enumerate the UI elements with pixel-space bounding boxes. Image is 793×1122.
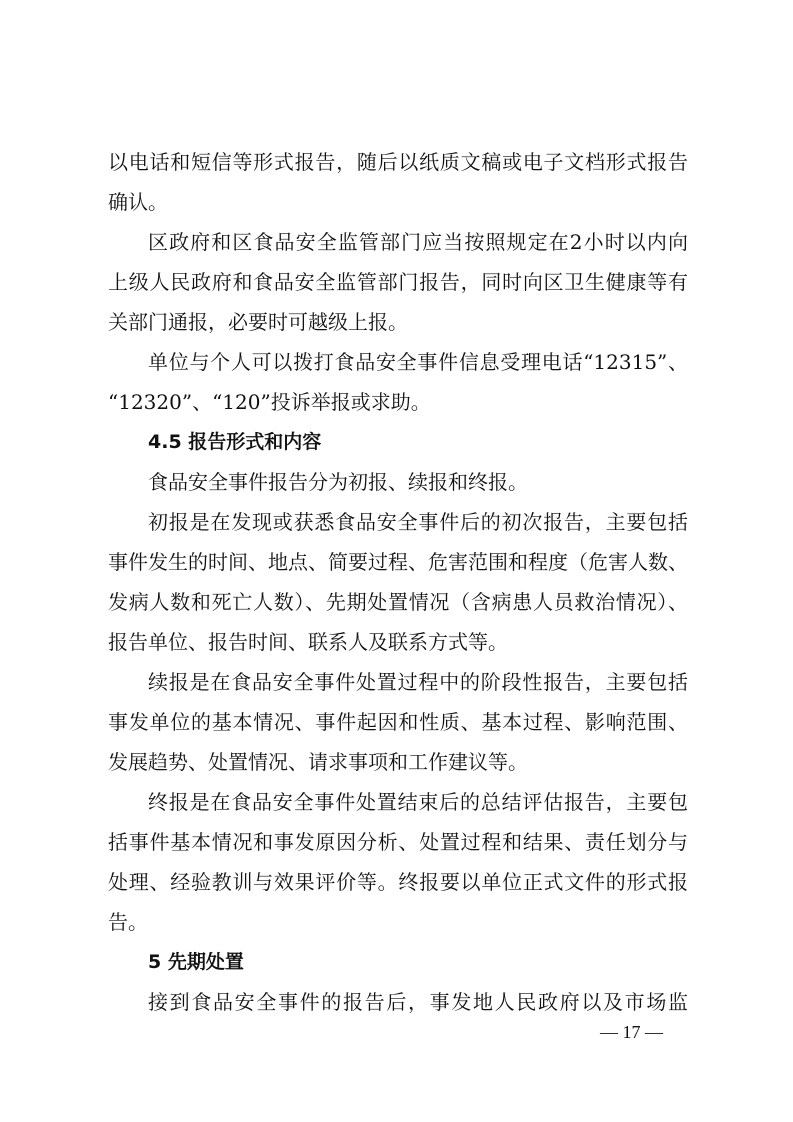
paragraph-line: 发病人数和死亡人数）、先期处置情况（含病患人员救治情况）、 <box>108 590 688 614</box>
page-number: — 17 — <box>600 1022 663 1042</box>
paragraph-line: 初报是在发现或获悉食品安全事件后的初次报告，主要包括 <box>148 510 688 534</box>
paragraph-line: 食品安全事件报告分为初报、续报和终报。 <box>148 470 528 494</box>
paragraph-line: 单位与个人可以拨打食品安全事件信息受理电话“12315”、 <box>148 350 688 374</box>
paragraph-line: 接到食品安全事件的报告后，事发地人民政府以及市场监 <box>148 990 688 1014</box>
paragraph-line: 处理、经验教训与效果评价等。终报要以单位正式文件的形式报 <box>108 870 688 894</box>
paragraph-line: 区政府和区食品安全监管部门应当按照规定在2小时以内向 <box>148 230 688 254</box>
paragraph-line: 事件发生的时间、地点、简要过程、危害范围和程度（危害人数、 <box>108 550 688 574</box>
paragraph-line: 上级人民政府和食品安全监管部门报告，同时向区卫生健康等有 <box>108 270 688 294</box>
paragraph-line: 以电话和短信等形式报告，随后以纸质文稿或电子文档形式报告 <box>108 150 688 174</box>
section-heading: 5 先期处置 <box>148 951 244 973</box>
paragraph-line: 事发单位的基本情况、事件起因和性质、基本过程、影响范围、 <box>108 710 688 734</box>
paragraph-line: “12320”、“120”投诉举报或求助。 <box>108 390 431 414</box>
document-body <box>108 142 688 1022</box>
paragraph-line: 关部门通报，必要时可越级上报。 <box>108 310 408 334</box>
paragraph-line: 续报是在食品安全事件处置过程中的阶段性报告，主要包括 <box>148 670 688 694</box>
paragraph-line: 报告单位、报告时间、联系人及联系方式等。 <box>108 630 508 654</box>
paragraph-line: 告。 <box>108 910 148 934</box>
paragraph-line: 终报是在食品安全事件处置结束后的总结评估报告，主要包 <box>148 790 688 814</box>
paragraph-line: 括事件基本情况和事发原因分析、处置过程和结果、责任划分与 <box>108 830 688 854</box>
section-heading: 4.5 报告形式和内容 <box>148 431 322 453</box>
paragraph-line: 发展趋势、处置情况、请求事项和工作建议等。 <box>108 750 528 774</box>
paragraph-line: 确认。 <box>108 190 168 214</box>
